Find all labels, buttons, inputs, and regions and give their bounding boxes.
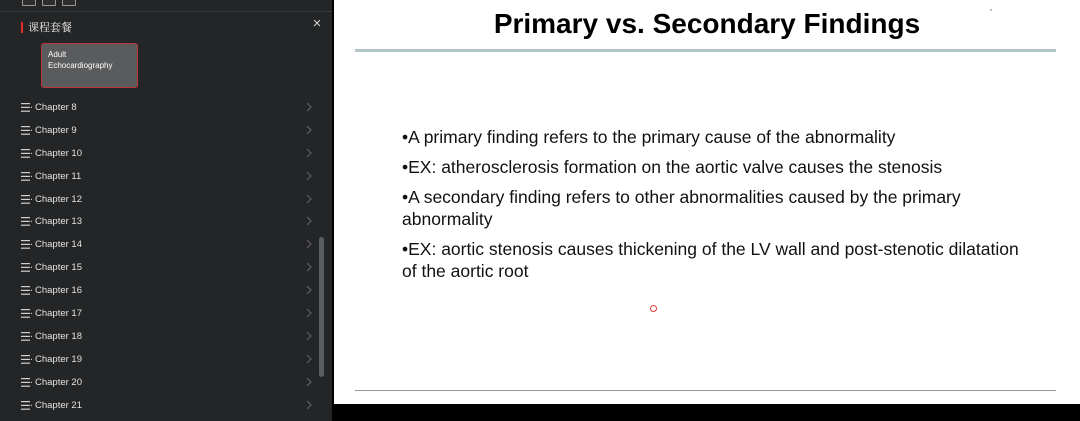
list-icon	[21, 309, 32, 318]
chapter-label: Chapter 8	[35, 102, 77, 113]
chapter-item[interactable]	[0, 97, 320, 120]
chevron-right-icon	[305, 376, 313, 388]
chapter-item[interactable]	[0, 280, 320, 303]
list-icon	[21, 401, 32, 410]
course-card-line1: Adult	[48, 50, 67, 59]
list-icon	[21, 355, 32, 364]
course-card-line2: Echocardiography	[48, 61, 113, 70]
chevron-right-icon	[305, 124, 313, 136]
top-tab-3[interactable]	[62, 0, 76, 6]
chapter-item[interactable]	[0, 234, 320, 257]
list-icon	[21, 240, 32, 249]
bullet-item: •EX: atherosclerosis formation on the aortic valve causes the stenosis	[402, 157, 943, 177]
course-card[interactable]	[41, 43, 138, 88]
list-icon	[21, 286, 32, 295]
list-icon	[21, 195, 32, 204]
chevron-right-icon	[305, 170, 313, 182]
top-tab-2[interactable]	[42, 0, 56, 6]
list-icon	[21, 126, 32, 135]
list-icon	[21, 217, 32, 226]
chapter-list	[0, 97, 320, 417]
chapter-label: Chapter 9	[35, 124, 77, 136]
chapter-label: Chapter 11	[35, 170, 82, 182]
chapter-label: Chapter 16	[35, 285, 83, 297]
chapter-item[interactable]	[0, 211, 320, 234]
list-icon	[21, 378, 32, 387]
chevron-right-icon	[305, 284, 313, 296]
chapter-item[interactable]	[0, 120, 320, 143]
slide-view	[334, 0, 1080, 404]
chevron-right-icon	[305, 330, 313, 342]
bottom-divider	[355, 390, 1056, 391]
chapter-item[interactable]	[0, 166, 320, 189]
course-sidebar	[0, 0, 332, 421]
chapter-label: Chapter 21	[35, 399, 83, 411]
chapter-label: Chapter 14	[35, 239, 83, 251]
list-icon	[21, 263, 32, 272]
chevron-right-icon	[305, 353, 313, 365]
bullet-item: •EX: aortic stenosis causes thickening of the LV wall and post-stenotic dilatation of the aortic root	[402, 239, 1019, 281]
list-icon	[21, 103, 32, 112]
pointer-cursor-icon	[650, 305, 657, 312]
chapter-label: Chapter 17	[35, 308, 83, 320]
list-icon	[21, 149, 32, 158]
chapter-label: Chapter 20	[35, 376, 83, 388]
title-divider	[355, 49, 1056, 52]
chapter-label: Chapter 10	[35, 147, 83, 159]
chapter-item[interactable]	[0, 303, 320, 326]
chapter-item[interactable]	[0, 143, 320, 166]
chapter-label: Chapter 12	[35, 193, 83, 205]
chapter-item[interactable]	[0, 349, 320, 372]
slide-title: Primary vs. Secondary Findings	[493, 8, 921, 39]
bullet-item: •A secondary finding refers to other abnormalities caused by the primary abnormality	[402, 187, 961, 229]
sidebar-header	[0, 11, 332, 40]
chapter-label: Chapter 19	[35, 353, 83, 365]
chapter-item[interactable]	[0, 189, 320, 212]
list-icon	[21, 172, 32, 181]
chevron-right-icon	[305, 261, 313, 273]
chapter-item[interactable]	[0, 395, 320, 418]
chevron-right-icon	[305, 307, 313, 319]
accent-bar	[21, 22, 23, 33]
slide-bullets	[402, 126, 1022, 290]
top-tab-row	[22, 0, 76, 6]
chapter-item[interactable]	[0, 372, 320, 395]
chevron-right-icon	[305, 147, 313, 159]
close-icon[interactable]: ×	[312, 15, 322, 32]
chapter-label: Chapter 15	[35, 262, 83, 274]
chapter-item[interactable]	[0, 326, 320, 349]
chevron-right-icon	[305, 215, 313, 227]
chevron-right-icon	[305, 101, 313, 113]
sidebar-title: 课程套餐	[28, 22, 72, 34]
chevron-right-icon	[305, 399, 313, 411]
chapter-label: Chapter 18	[35, 330, 83, 342]
chapter-label: Chapter 13	[35, 216, 83, 228]
top-tab-1[interactable]	[22, 0, 36, 6]
list-icon	[21, 332, 32, 341]
bullet-item: •A primary finding refers to the primary cause of the abnormality	[402, 127, 896, 147]
chevron-right-icon	[305, 193, 313, 205]
sidebar-scrollbar-thumb[interactable]	[319, 237, 324, 377]
chapter-item[interactable]	[0, 257, 320, 280]
chevron-right-icon	[305, 238, 313, 250]
